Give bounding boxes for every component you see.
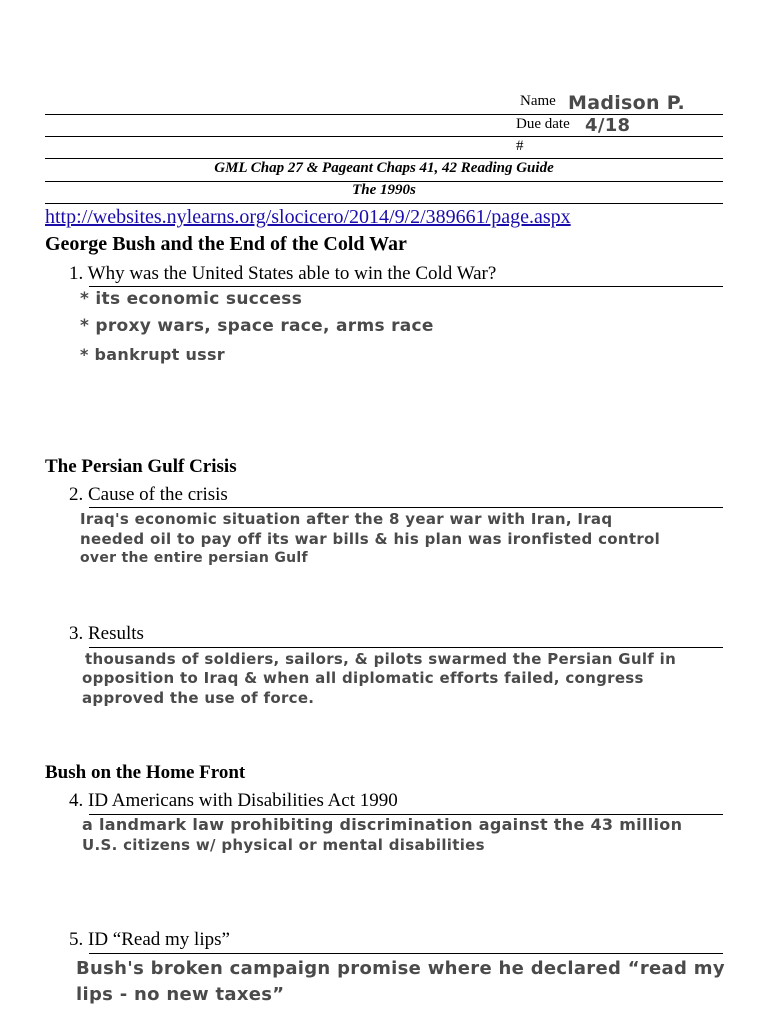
handwritten-answer: * its economic success [80,289,303,309]
answer-line [89,507,723,508]
section-heading: The Persian Gulf Crisis [45,456,237,477]
handwritten-answer: thousands of soldiers, sailors, & pilots swarmed the Persian Gulf in [85,650,677,668]
name-label: Name [520,93,556,109]
handwritten-answer: U.S. citizens w/ physical or mental disabilities [82,836,485,854]
reading-link[interactable]: http://websites.nylearns.org/slocicero/2014/9/2/389661/page.aspx [45,206,571,228]
handwritten-answer: Bush's broken campaign promise where he declared “read my [76,958,725,979]
answer-line [89,647,723,648]
handwritten-answer: Iraq's economic situation after the 8 year war with Iran, Iraq [80,510,613,528]
due-date-value: 4/18 [585,115,631,136]
number-label: # [516,138,524,154]
handwritten-answer: a landmark law prohibiting discrimination against the 43 million [82,815,683,834]
due-date-label: Due date [516,116,570,132]
question-prompt: 2. Cause of the crisis [69,484,228,505]
handwritten-answer: * bankrupt ussr [80,345,225,364]
question-prompt: 5. ID “Read my lips” [69,929,230,950]
handwritten-answer: approved the use of force. [82,689,315,707]
section-heading: Bush on the Home Front [45,762,246,783]
handwritten-answer: over the entire persian Gulf [80,550,308,566]
question-prompt: 1. Why was the United States able to win the Cold War? [69,263,497,284]
subtitle-line [45,203,723,204]
question-prompt: 4. ID Americans with Disabilities Act 1990 [69,790,398,811]
name-value: Madison P. [568,92,685,114]
answer-line [89,286,723,287]
handwritten-answer: * proxy wars, space race, arms race [80,316,434,336]
guide-title: GML Chap 27 & Pageant Chaps 41, 42 Reading Guide [214,160,554,176]
question-prompt: 3. Results [69,623,144,644]
handwritten-answer: needed oil to pay off its war bills & his plan was ironfisted control [80,530,661,548]
number-line [45,158,723,159]
due-date-line [45,136,723,137]
handwritten-answer: opposition to Iraq & when all diplomatic efforts failed, congress [82,669,644,687]
guide-subtitle: The 1990s [352,182,416,198]
section-heading: George Bush and the End of the Cold War [45,233,407,255]
answer-line [89,953,723,954]
handwritten-answer: lips - no new taxes” [76,984,285,1005]
